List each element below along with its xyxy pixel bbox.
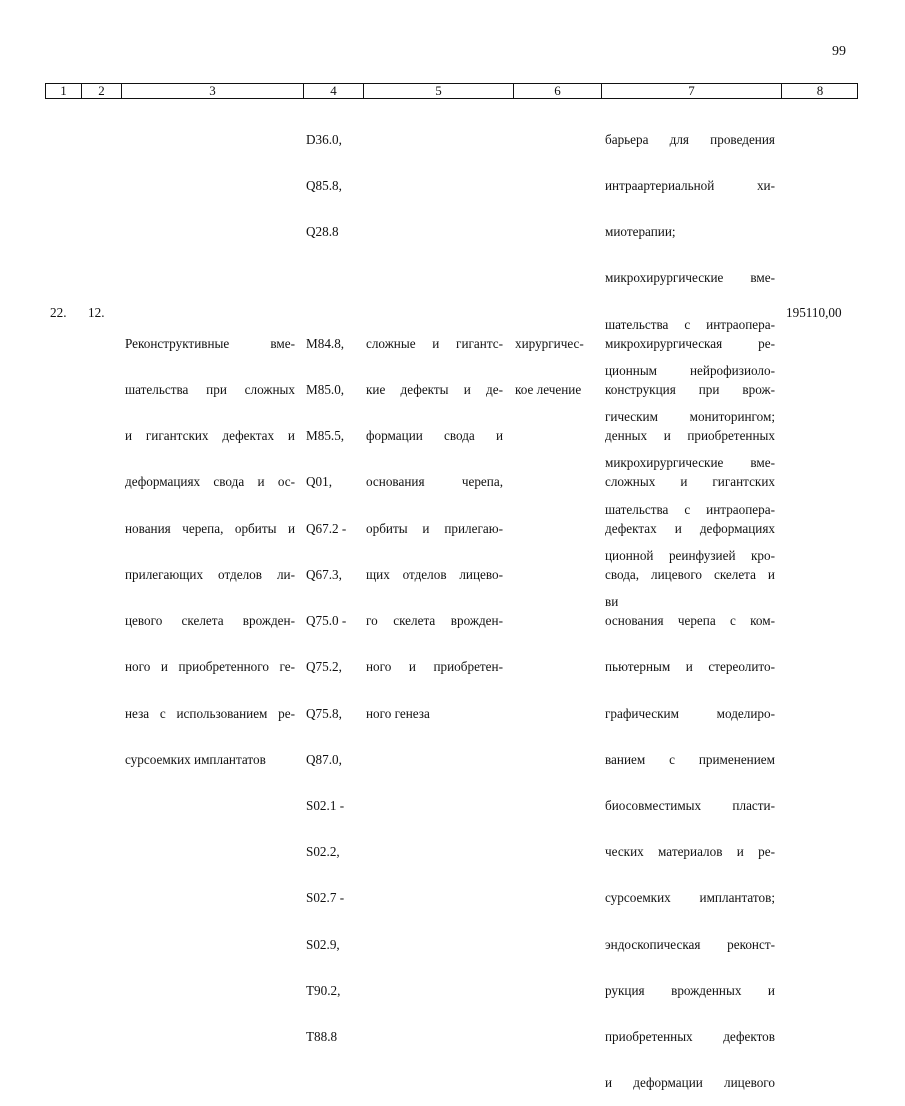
text-line: гическим мониторингом; <box>605 409 775 425</box>
text-line: биосовместимых пласти- <box>605 798 775 813</box>
text-line: графическим моделиро- <box>605 705 775 721</box>
header-cell-6: 6 <box>514 84 602 98</box>
table-header-row <box>45 83 858 99</box>
text-line: микрохирургические вме- <box>605 270 775 286</box>
text-line: деформациях свода и ос- <box>125 474 295 490</box>
row-number: 22. <box>50 305 67 320</box>
text-line: щих отделов лицево- <box>366 566 503 582</box>
code-line: S02.1 - <box>306 798 345 813</box>
text-line: свода, лицевого скелета и <box>605 566 775 582</box>
text-line: шательства с интраопера- <box>605 316 775 332</box>
cost-value: 195110,00 <box>786 305 842 320</box>
text-line: сложных и гигантских <box>605 474 775 490</box>
code-line: Q75.8, <box>306 705 342 721</box>
code-line: S02.2, <box>306 844 340 860</box>
row-subnumber: 12. <box>88 305 105 320</box>
text-line: пьютерным и стереолито- <box>605 659 775 675</box>
header-cell-5: 5 <box>364 84 514 98</box>
text-line: микрохирургическая ре- <box>605 335 775 351</box>
text-line: ционным нейрофизиоло- <box>605 362 775 378</box>
icd-codes <box>306 305 368 1060</box>
text-line: го скелета врожден- <box>366 613 503 629</box>
code-line: Q85.8, <box>306 178 342 194</box>
procedure-name <box>125 305 295 783</box>
header-cell-2: 2 <box>82 84 122 98</box>
text-line: хирургичес- <box>515 335 584 351</box>
code-line: Q75.0 - <box>306 613 347 629</box>
text-line: формации свода и <box>366 428 503 444</box>
text-line: барьера для проведения <box>605 131 775 147</box>
code-line: T88.8 <box>306 1029 338 1045</box>
header-cell-3: 3 <box>122 84 304 98</box>
code-line: S02.9, <box>306 936 340 952</box>
header-cell-4: 4 <box>304 84 364 98</box>
text-line: рукция врожденных и <box>605 982 775 998</box>
continuation-codes <box>306 101 366 255</box>
code-line: M85.5, <box>306 428 345 444</box>
text-line: и деформации лицевого <box>605 1075 775 1091</box>
text-line: орбиты и прилегаю- <box>366 520 503 536</box>
text-line: микрохирургические вме- <box>605 455 775 471</box>
text-line: неза с использованием ре- <box>125 705 295 721</box>
code-line: M85.0, <box>306 382 345 398</box>
text-line: дефектах и деформациях <box>605 520 775 536</box>
text-line: ного и приобретенного ге- <box>125 659 295 675</box>
code-line: T90.2, <box>306 982 341 998</box>
text-line: интраартериальной хи- <box>605 178 775 194</box>
code-line: Q67.2 - <box>306 520 347 536</box>
code-line: Q67.3, <box>306 566 342 582</box>
patient-model <box>366 305 503 736</box>
text-line: кие дефекты и де- <box>366 382 503 398</box>
text-line: сложные и гигантс- <box>366 335 503 351</box>
text-line: основания черепа с ком- <box>605 613 775 629</box>
code-line: M84.8, <box>306 335 345 351</box>
text-line: ческих материалов и ре- <box>605 844 775 860</box>
text-line: приобретенных дефектов <box>605 1029 775 1045</box>
text-line: миотерапии; <box>605 224 676 240</box>
code-line: Q01, <box>306 474 333 490</box>
text-line: ного генеза <box>366 705 430 721</box>
text-line: конструкция при врож- <box>605 382 775 398</box>
text-line: Реконструктивные вме- <box>125 335 295 351</box>
header-cell-8: 8 <box>816 83 824 98</box>
text-line: эндоскопическая реконст- <box>605 936 775 952</box>
code-line: Q28.8 <box>306 224 339 240</box>
text-line: кое лечение <box>515 382 582 398</box>
code-line: Q75.2, <box>306 659 342 675</box>
text-line: ционной реинфузией кро- <box>605 547 775 563</box>
text-line: ванием с применением <box>605 751 775 767</box>
code-line: S02.7 - <box>306 890 345 906</box>
treatment-type <box>515 305 597 413</box>
header-cell-7: 7 <box>602 84 782 98</box>
text-line: нования черепа, орбиты и <box>125 520 295 536</box>
text-line: сурсоемких имплантатов; <box>605 890 775 906</box>
text-line: ви <box>605 594 619 609</box>
text-line: шательства при сложных <box>125 382 295 398</box>
treatment-method <box>605 305 775 1106</box>
text-line: ного и приобретен- <box>366 659 503 675</box>
text-line: и гигантских дефектах и <box>125 428 295 444</box>
text-line: денных и приобретенных <box>605 428 775 444</box>
header-cell-1: 1 <box>46 84 82 98</box>
page-number: 99 <box>832 44 846 59</box>
text-line: шательства с интраопера- <box>605 501 775 517</box>
code-line: Q87.0, <box>306 751 342 767</box>
text-line: основания черепа, <box>366 474 503 490</box>
text-line: прилегающих отделов ли- <box>125 566 295 582</box>
text-line: цевого скелета врожден- <box>125 613 295 629</box>
text-line: сурсоемких имплантатов <box>125 751 266 767</box>
code-line: D36.0, <box>306 131 342 147</box>
